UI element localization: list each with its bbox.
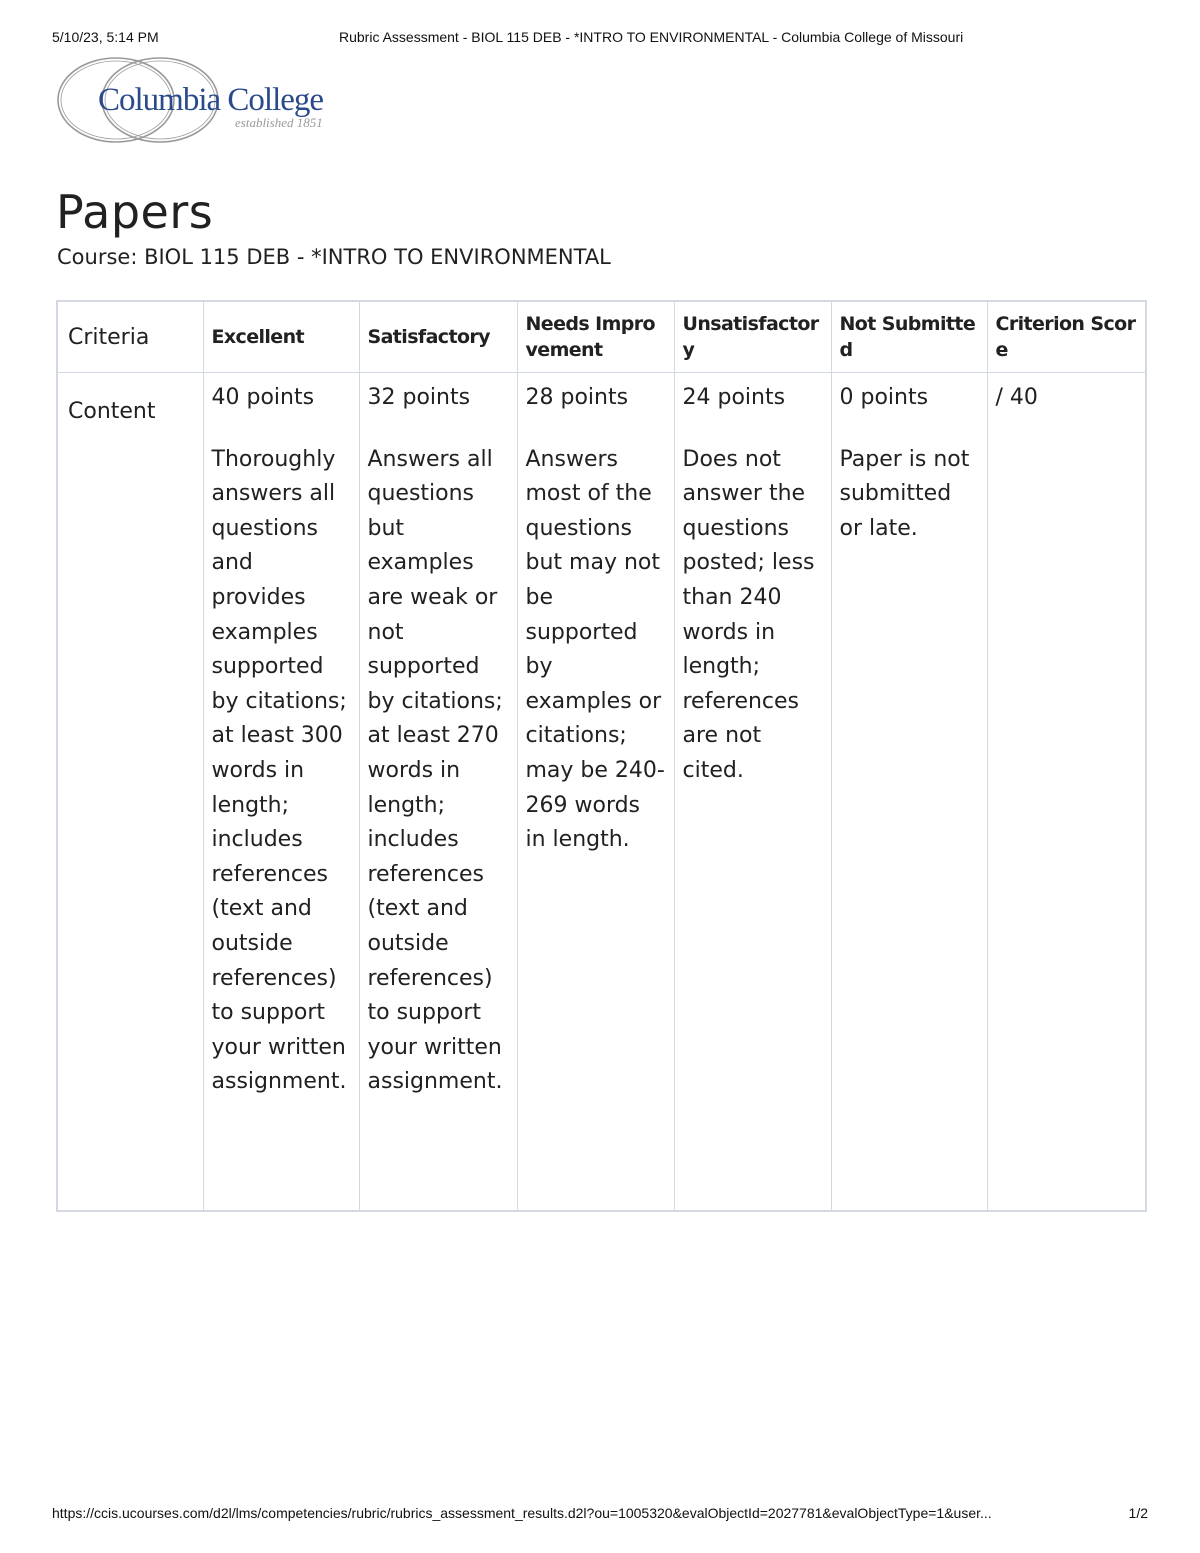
header-not-submitted: Not Submitted bbox=[831, 301, 987, 373]
level-description: Paper is not submitted or late. bbox=[839, 446, 970, 541]
level-description: Answers all questions but examples are weak or not supported by citations; at least 270 words in length; includes references (text and outside references) to support your written assignment. bbox=[367, 446, 503, 1095]
level-points: 32 points bbox=[367, 385, 471, 410]
criterion-name: Content bbox=[57, 373, 203, 1211]
page-title: Papers bbox=[56, 185, 214, 239]
level-points: 28 points bbox=[525, 385, 629, 410]
print-url: https://ccis.ucourses.com/d2l/lms/competencies/rubric/rubrics_assessment_results.d2l?ou=1005320&evalObjectId=2027781&evalObjectType=1&user... bbox=[52, 1505, 992, 1521]
criterion-score bbox=[987, 373, 1146, 1211]
print-document-title: Rubric Assessment - BIOL 115 DEB - *INTRO TO ENVIRONMENTAL - Columbia College of Missouri bbox=[339, 29, 964, 45]
header-excellent: Excellent bbox=[203, 301, 359, 373]
header-criterion-score: Criterion Score bbox=[987, 301, 1146, 373]
header-criteria: Criteria bbox=[57, 301, 203, 373]
level-description: Answers most of the questions but may not be supported by examples or citations; may be 240- 269 words in length. bbox=[525, 446, 665, 853]
level-cell-satisfactory bbox=[359, 373, 517, 1211]
logo-tagline: established 1851 bbox=[235, 115, 323, 130]
print-header bbox=[52, 29, 1148, 49]
header-satisfactory: Satisfactory bbox=[359, 301, 517, 373]
print-footer bbox=[52, 1505, 1148, 1525]
header-unsatisfactory: Unsatisfactory bbox=[674, 301, 831, 373]
level-points: 40 points bbox=[211, 385, 315, 410]
course-name: Course: BIOL 115 DEB - *INTRO TO ENVIRONMENTAL bbox=[57, 245, 611, 269]
level-points: 24 points bbox=[682, 385, 786, 410]
logo-wordmark: Columbia College bbox=[98, 82, 324, 118]
header-needs-improvement: Needs Improvement bbox=[517, 301, 674, 373]
print-datetime: 5/10/23, 5:14 PM bbox=[52, 29, 159, 45]
print-page-number: 1/2 bbox=[1128, 1505, 1148, 1521]
level-cell-excellent bbox=[203, 373, 359, 1211]
rubric-row-content bbox=[57, 373, 1146, 1211]
rubric-header-row bbox=[57, 301, 1146, 373]
level-points: 0 points bbox=[839, 385, 929, 410]
columbia-college-logo bbox=[54, 55, 364, 147]
rubric-table bbox=[56, 300, 1147, 1212]
level-cell-not-submitted bbox=[831, 373, 987, 1211]
level-cell-needs-improvement bbox=[517, 373, 674, 1211]
criterion-score-value: / 40 bbox=[995, 385, 1038, 410]
level-cell-unsatisfactory bbox=[674, 373, 831, 1211]
level-description: Thoroughly answers all questions and provides examples supported by citations; at least 300 words in length; includes references (text and outside references) to support your written assignment. bbox=[211, 446, 347, 1095]
level-description: Does not answer the questions posted; less than 240 words in length; references are not cited. bbox=[682, 446, 815, 783]
